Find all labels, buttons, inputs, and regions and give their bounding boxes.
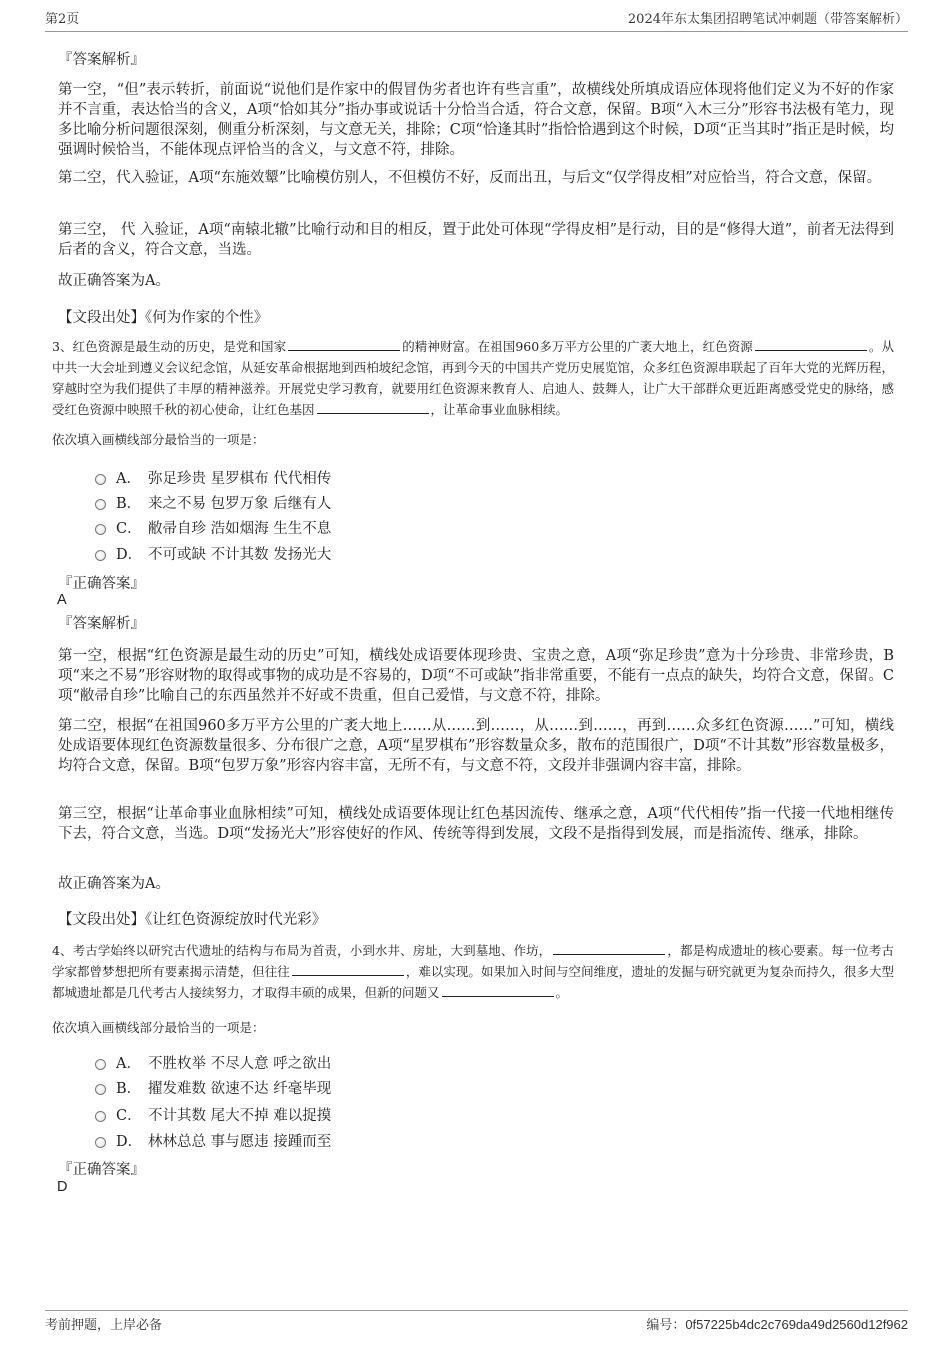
- question-text-segment: ，都是构成遗址的核心要素。每一位考古学家都曾梦想把所有要素揭示清楚，但往往: [52, 943, 894, 979]
- header-divider: [45, 31, 908, 32]
- document-title: 2024年东太集团招聘笔试冲刺题（带答案解析）: [627, 12, 908, 27]
- analysis-paragraph: 第三空，根据“让革命事业血脉相续”可知，横线处成语要体现让红色基因流传、继承之意，A项“代代相传”指一代接一代地相继传下去，符合文意，当选。D项“发扬光大”形容使好的作风、传统等得到发展，文段不是指得到发展，而是指流传、继承，排除。: [58, 806, 894, 842]
- fill-blank: [553, 942, 665, 955]
- correct-answer-value: D: [57, 1179, 68, 1195]
- question-text-segment: 4、考古学始终以研究古代遗址的结构与布局为首责，小到水井、房址，大到墓地、作坊，: [52, 943, 552, 958]
- analysis-conclusion: 故正确答案为A。: [58, 876, 170, 892]
- analysis-paragraph: 第二空，根据“在祖国960多万平方公里的广袤大地上……从……到……，从……到……，再到……众多红色资源……”可知，横线处成语要体现红色资源数量很多、分布很广之意，A项“星罗棋布”形容数量众多，散布的范围很广，D项“不计其数”形容数量极多，均符合文意，保留。B项“包罗万象”形容内容丰富，无所不有，与文意不符，文段并非强调内容丰富，排除。: [58, 718, 894, 774]
- fill-blank: [292, 963, 404, 976]
- footer-divider: [45, 1310, 908, 1311]
- radio-icon[interactable]: [95, 1137, 106, 1148]
- radio-icon[interactable]: [95, 499, 106, 510]
- option-letter: D．: [116, 1133, 143, 1150]
- correct-answer-label: 『正确答案』: [58, 576, 145, 592]
- question-3-text: [52, 336, 894, 420]
- analysis-paragraph: 第三空， 代 入验证，A项“南辕北辙”比喻行动和目的相反，置于此处可体现“学得皮相”是行动，目的是“修得大道”，前者无法得到后者的含义，符合文意，当选。: [58, 222, 894, 258]
- analysis-paragraph: 第二空，代入验证，A项“东施效颦”比喻模仿别人，不但模仿不好，反而出丑，与后文“仅学得皮相”对应恰当，符合文意，保留。: [58, 170, 882, 186]
- option-letter: A．: [116, 1055, 141, 1072]
- footer-note: 考前押题，上岸必备: [45, 1318, 163, 1333]
- option-text: 林林总总 事与愿违 接踵而至: [148, 1133, 332, 1150]
- radio-icon[interactable]: [95, 524, 106, 535]
- analysis-paragraph: 第一空，“但”表示转折，前面说“说他们是作家中的假冒伪劣者也许有些言重”，故横线处所填成语应体现将他们定义为不好的作家并不言重，表达恰当的含义，A项“恰如其分”指办事或说话十分恰当合适，符合文意，保留。B项“入木三分”形容书法极有笔力，现多比喻分析问题很深刻，侧重分析深刻，与文意无关，排除；C项“恰逢其时”指恰恰遇到这个时候，D项“正当其时”指正是时候，均强调时候恰当，不能体现点评恰当的含义，与文意不符，排除。: [58, 82, 894, 158]
- question-text-segment: ，难以实现。如果加入时间与空间维度，遗址的发掘与研究就更为复杂而持久，很多大型都城遗址都是几代考古人接续努力，才取得丰硕的成果，但新的问题又: [52, 964, 894, 1000]
- option-text: 不计其数 尾大不掉 难以捉摸: [148, 1107, 332, 1124]
- option-letter: C．: [116, 1107, 142, 1124]
- question-text-segment: 。: [555, 985, 569, 1000]
- question-text-segment: 。从中共一大会址到遵义会议纪念馆，从延安革命根据地到西柏坡纪念馆，再到今天的中国共产党历史展览馆，众多红色资源串联起了百年大党的光辉历程，穿越时空为我们提供了丰厚的精神滋养。开展党史学习教育，就要用红色资源来教育人、启迪人、鼓舞人，让广大干部群众更近距离感受党史的脉络，感受红色资源中映照千秋的初心使命，让红色基因: [52, 339, 894, 417]
- option-letter: C．: [116, 520, 142, 537]
- radio-icon[interactable]: [95, 550, 106, 561]
- option-letter: D．: [116, 546, 143, 563]
- q4-option-d[interactable]: [95, 1129, 331, 1151]
- fill-blank: [755, 338, 867, 351]
- analysis-conclusion: 故正确答案为A。: [58, 273, 170, 289]
- q4-option-c[interactable]: [95, 1103, 331, 1125]
- option-letter: B．: [116, 1080, 142, 1097]
- radio-icon[interactable]: [95, 1084, 106, 1095]
- question-text-segment: 的精神财富。在祖国960多万平方公里的广袤大地上，红色资源: [402, 339, 753, 354]
- fill-blank: [288, 338, 400, 351]
- question-4-text: [52, 940, 894, 1003]
- analysis-paragraph: 第一空，根据“红色资源是最生动的历史”可知，横线处成语要体现珍贵、宝贵之意，A项“弥足珍贵”意为十分珍贵、非常珍贵，B项“来之不易”形容财物的取得或事物的成功是不容易的，D项“不可或缺”指非常重要，不能有一点点的缺失，均符合文意，保留。C项“敝帚自珍”比喻自己的东西虽然并不好或不贵重，但自己爱惜，与文意不符，排除。: [58, 648, 894, 704]
- q3-option-c[interactable]: [95, 516, 331, 538]
- document-code: [646, 1314, 908, 1333]
- answer-analysis-label: 『答案解析』: [58, 616, 145, 632]
- fill-blank: [442, 984, 554, 997]
- question-text-segment: 3、红色资源是最生动的历史，是党和国家: [52, 339, 287, 354]
- answer-analysis-label: 『答案解析』: [58, 52, 145, 68]
- radio-icon[interactable]: [95, 474, 106, 485]
- question-instruction: 依次填入画横线部分最恰当的一项是：: [52, 432, 265, 447]
- question-instruction: 依次填入画横线部分最恰当的一项是：: [52, 1020, 265, 1035]
- option-text: 弥足珍贵 星罗棋布 代代相传: [148, 470, 332, 487]
- page-number: 第2页: [45, 12, 80, 27]
- fill-blank: [317, 401, 429, 414]
- radio-icon[interactable]: [95, 1111, 106, 1122]
- option-text: 敝帚自珍 浩如烟海 生生不息: [148, 520, 332, 537]
- correct-answer-value: A: [57, 592, 67, 608]
- code-label: 编号：: [646, 1318, 686, 1333]
- passage-source: 【文段出处】《何为作家的个性》: [58, 310, 269, 326]
- code-value: 0f57225b4dc2c769da49d2560d12f962: [685, 1317, 908, 1332]
- q3-option-a[interactable]: [95, 466, 331, 488]
- option-text: 不胜枚举 不尽人意 呼之欲出: [148, 1055, 332, 1072]
- option-text: 擢发难数 欲速不达 纤毫毕现: [148, 1080, 332, 1097]
- q4-option-a[interactable]: [95, 1051, 331, 1073]
- q3-option-d[interactable]: [95, 542, 331, 564]
- correct-answer-label: 『正确答案』: [58, 1162, 145, 1178]
- option-letter: A．: [116, 470, 141, 487]
- question-text-segment: ，让革命事业血脉相续。: [430, 402, 569, 417]
- q3-option-b[interactable]: [95, 491, 331, 513]
- q4-option-b[interactable]: [95, 1076, 331, 1098]
- radio-icon[interactable]: [95, 1059, 106, 1070]
- passage-source: 【文段出处】《让红色资源绽放时代光彩》: [58, 912, 327, 928]
- option-text: 来之不易 包罗万象 后继有人: [148, 495, 332, 512]
- option-letter: B．: [116, 495, 142, 512]
- option-text: 不可或缺 不计其数 发扬光大: [148, 546, 332, 563]
